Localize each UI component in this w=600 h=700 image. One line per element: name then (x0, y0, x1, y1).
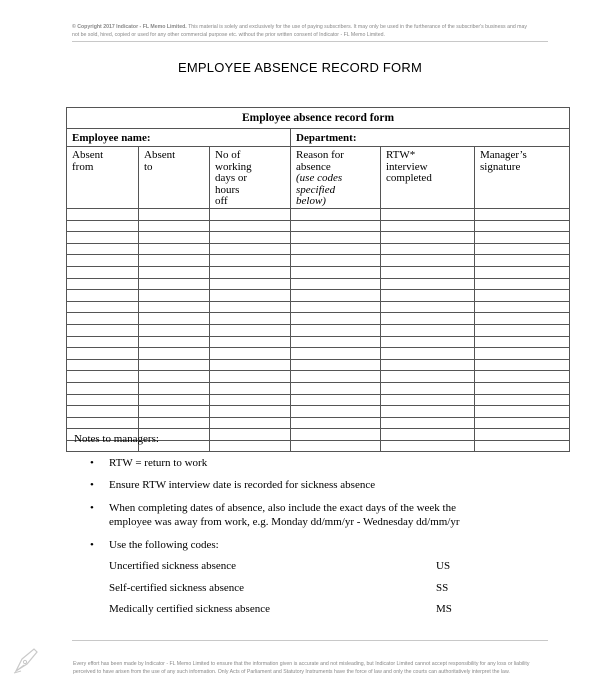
table-cell[interactable] (139, 406, 210, 418)
copyright-text: This material is solely and exclusively for the use of paying subscribers. It may only be used in the furtherance of the subscriber's business and may not be sold, hired, copied or used for any other commercial purpose etc. without the prior written consent of Indicator - FL Memo Limited. (72, 24, 527, 38)
note-rtw-interview: Ensure RTW interview date is recorded for sickness absence (109, 479, 376, 491)
table-cell[interactable] (381, 324, 475, 336)
column-header-reason (291, 147, 381, 209)
absence-record-table (66, 107, 570, 452)
header-line: off (215, 195, 228, 207)
header-line: Manager’s (480, 149, 527, 161)
header-line: Reason for (296, 149, 344, 161)
table-cell[interactable] (291, 278, 381, 290)
table-cell[interactable] (475, 336, 570, 348)
table-cell[interactable] (139, 359, 210, 371)
header-line: working (215, 160, 252, 173)
footer-divider (72, 640, 548, 641)
note-dates-line-1: When completing dates of absence, also include the exact days of the week the (109, 502, 456, 514)
table-cell[interactable] (210, 266, 291, 278)
table-cell[interactable] (291, 336, 381, 348)
table-cell[interactable] (210, 324, 291, 336)
table-cell[interactable] (381, 243, 475, 255)
table-cell[interactable] (381, 348, 475, 360)
table-cell[interactable] (210, 209, 291, 221)
note-dates-line-2: employee was away from work, e.g. Monday dd/mm/yr - Wednesday dd/mm/yr (109, 516, 460, 528)
header-line: days or (215, 172, 248, 184)
table-cell[interactable] (139, 348, 210, 360)
table-cell[interactable] (291, 429, 381, 441)
table-cell[interactable] (291, 382, 381, 394)
department-field[interactable] (291, 129, 570, 147)
table-cell[interactable] (210, 290, 291, 302)
table-cell[interactable] (475, 417, 570, 429)
table-cell[interactable] (381, 371, 475, 383)
header-line: interview (386, 160, 428, 173)
header-line: absence (296, 160, 331, 173)
table-cell[interactable] (381, 209, 475, 221)
code-label: Uncertified sickness absence (109, 560, 237, 572)
code-label: Medically certified sickness absence (109, 603, 270, 615)
table-cell[interactable] (210, 243, 291, 255)
table-cell[interactable] (291, 417, 381, 429)
table-cell[interactable] (210, 429, 291, 441)
table-row (67, 348, 570, 360)
table-cell[interactable] (291, 255, 381, 267)
table-cell[interactable] (291, 440, 381, 452)
table-cell[interactable] (67, 382, 139, 394)
table-cell[interactable] (67, 255, 139, 267)
table-cell[interactable] (139, 278, 210, 290)
table-cell[interactable] (67, 313, 139, 325)
table-cell[interactable] (475, 313, 570, 325)
table-cell[interactable] (67, 209, 139, 221)
table-cell[interactable] (475, 209, 570, 221)
header-line: Absent (144, 149, 176, 161)
table-cell[interactable] (210, 394, 291, 406)
table-cell[interactable] (210, 417, 291, 429)
table-cell[interactable] (475, 220, 570, 232)
table-cell[interactable] (475, 255, 570, 267)
table-cell[interactable] (67, 290, 139, 302)
table-cell[interactable] (67, 336, 139, 348)
department-label: Department: (296, 131, 357, 144)
table-cell[interactable] (475, 348, 570, 360)
bullet-icon: • (90, 457, 94, 469)
table-row (67, 278, 570, 290)
table-cell[interactable] (67, 406, 139, 418)
table-cell[interactable] (381, 359, 475, 371)
table-cell[interactable] (475, 324, 570, 336)
table-cell[interactable] (381, 382, 475, 394)
copyright-notice (72, 23, 532, 39)
table-cell[interactable] (210, 336, 291, 348)
table-cell[interactable] (210, 382, 291, 394)
header-line: No of (215, 149, 241, 161)
header-line: specified (296, 183, 336, 196)
table-cell[interactable] (67, 394, 139, 406)
table-cell[interactable] (475, 266, 570, 278)
table-caption: Employee absence record form (67, 108, 570, 129)
table-cell[interactable] (475, 232, 570, 244)
table-row (67, 290, 570, 302)
table-cell[interactable] (210, 220, 291, 232)
table-cell[interactable] (475, 429, 570, 441)
code-value: SS (436, 582, 449, 594)
table-cell[interactable] (291, 371, 381, 383)
header-line: (use codes (296, 172, 343, 184)
table-cell[interactable] (139, 382, 210, 394)
table-cell[interactable] (210, 255, 291, 267)
table-cell[interactable] (475, 278, 570, 290)
table-cell[interactable] (381, 220, 475, 232)
table-cell[interactable] (475, 243, 570, 255)
table-cell[interactable] (381, 429, 475, 441)
footer-disclaimer: Every effort has been made by Indicator - FL Memo Limited to ensure that the information given is accurate and not misleading, but Indicator Limited cannot accept responsibility for any loss or liability perceived to have arisen from the use of any such information. Only Acts of Parliament and Statutory Instruments have the force of law and only the courts can authoritatively interpret the law. (73, 661, 530, 675)
header-line: to (144, 160, 153, 173)
header-line: RTW* (386, 149, 416, 161)
table-cell[interactable] (210, 301, 291, 313)
table-row (67, 394, 570, 406)
table-cell[interactable] (475, 301, 570, 313)
notes-heading: Notes to managers: (74, 433, 159, 445)
table-cell[interactable] (67, 266, 139, 278)
table-row (67, 301, 570, 313)
table-cell[interactable] (67, 417, 139, 429)
table-cell[interactable] (381, 336, 475, 348)
table-cell[interactable] (210, 406, 291, 418)
table-row (67, 209, 570, 221)
table-cell[interactable] (139, 336, 210, 348)
table-cell[interactable] (139, 313, 210, 325)
table-cell[interactable] (381, 406, 475, 418)
table-cell[interactable] (139, 371, 210, 383)
table-cell[interactable] (291, 313, 381, 325)
table-cell[interactable] (210, 348, 291, 360)
table-cell[interactable] (210, 313, 291, 325)
table-cell[interactable] (475, 359, 570, 371)
column-header-signature (475, 147, 570, 209)
table-row (67, 359, 570, 371)
header-line: signature (480, 160, 521, 173)
table-cell[interactable] (139, 255, 210, 267)
header-divider (72, 41, 548, 42)
note-codes-intro: Use the following codes: (109, 539, 219, 551)
table-cell[interactable] (139, 394, 210, 406)
table-cell[interactable] (381, 290, 475, 302)
table-cell[interactable] (139, 301, 210, 313)
table-cell[interactable] (291, 406, 381, 418)
table-cell[interactable] (291, 290, 381, 302)
table-cell[interactable] (381, 417, 475, 429)
table-cell[interactable] (291, 220, 381, 232)
table-row (67, 336, 570, 348)
table-cell[interactable] (381, 394, 475, 406)
table-cell[interactable] (291, 301, 381, 313)
table-cell[interactable] (291, 209, 381, 221)
header-line: below) (296, 195, 326, 207)
table-cell[interactable] (475, 440, 570, 452)
table-cell[interactable] (67, 278, 139, 290)
table-cell[interactable] (381, 440, 475, 452)
table-row (67, 382, 570, 394)
table-cell[interactable] (210, 371, 291, 383)
table-cell[interactable] (381, 232, 475, 244)
table-cell[interactable] (139, 290, 210, 302)
table-cell[interactable] (139, 243, 210, 255)
header-line: completed (386, 172, 432, 184)
table-cell[interactable] (291, 359, 381, 371)
copyright-owner: © Copyright 2017 Indicator - FL Memo Limited. (72, 24, 187, 30)
table-cell[interactable] (291, 324, 381, 336)
header-line: Absent (72, 149, 104, 161)
table-row (67, 371, 570, 383)
column-header-absent-from (67, 147, 139, 209)
table-row (67, 324, 570, 336)
page-title: EMPLOYEE ABSENCE RECORD FORM (178, 60, 422, 75)
table-row (67, 220, 570, 232)
table-cell[interactable] (67, 359, 139, 371)
table-cell[interactable] (291, 394, 381, 406)
table-row (67, 255, 570, 267)
table-cell[interactable] (475, 382, 570, 394)
table-cell[interactable] (67, 301, 139, 313)
table-row (67, 313, 570, 325)
table-cell[interactable] (381, 301, 475, 313)
table-cell[interactable] (139, 232, 210, 244)
table-cell[interactable] (381, 266, 475, 278)
table-cell[interactable] (291, 232, 381, 244)
table-body (67, 209, 570, 452)
table-cell[interactable] (381, 278, 475, 290)
note-dates (109, 501, 529, 529)
code-value: US (436, 560, 451, 572)
table-cell[interactable] (67, 232, 139, 244)
table-cell[interactable] (67, 371, 139, 383)
note-rtw-definition: RTW = return to work (109, 457, 208, 469)
table-row (67, 406, 570, 418)
table-cell[interactable] (67, 348, 139, 360)
header-line: from (72, 160, 94, 173)
column-header-absent-to (139, 147, 210, 209)
table-cell[interactable] (139, 220, 210, 232)
table-cell[interactable] (139, 417, 210, 429)
table-cell[interactable] (139, 266, 210, 278)
table-cell[interactable] (67, 324, 139, 336)
table-cell[interactable] (67, 243, 139, 255)
table-cell[interactable] (210, 232, 291, 244)
table-cell[interactable] (139, 324, 210, 336)
employee-name-label: Employee name: (72, 131, 151, 144)
bullet-icon: • (90, 479, 94, 491)
column-header-days-off (210, 147, 291, 209)
table-cell[interactable] (210, 359, 291, 371)
bullet-icon: • (90, 502, 94, 514)
table-cell[interactable] (210, 278, 291, 290)
table-cell[interactable] (381, 313, 475, 325)
table-row (67, 243, 570, 255)
table-cell[interactable] (475, 371, 570, 383)
pen-nib-logo-icon (12, 644, 42, 674)
table-cell[interactable] (210, 440, 291, 452)
employee-name-field[interactable] (67, 129, 291, 147)
column-header-rtw (381, 147, 475, 209)
header-line-italic (296, 196, 375, 208)
table-cell[interactable] (139, 209, 210, 221)
table-cell[interactable] (291, 348, 381, 360)
code-value: MS (436, 603, 452, 615)
table-row (67, 417, 570, 429)
table-cell[interactable] (475, 290, 570, 302)
table-cell[interactable] (291, 243, 381, 255)
bullet-icon: • (90, 539, 94, 551)
table-cell[interactable] (475, 394, 570, 406)
table-cell[interactable] (291, 266, 381, 278)
table-cell[interactable] (475, 406, 570, 418)
table-cell[interactable] (67, 220, 139, 232)
code-label: Self-certified sickness absence (109, 582, 244, 594)
header-line: hours (215, 183, 240, 196)
table-row (67, 266, 570, 278)
table-row (67, 232, 570, 244)
table-cell[interactable] (381, 255, 475, 267)
